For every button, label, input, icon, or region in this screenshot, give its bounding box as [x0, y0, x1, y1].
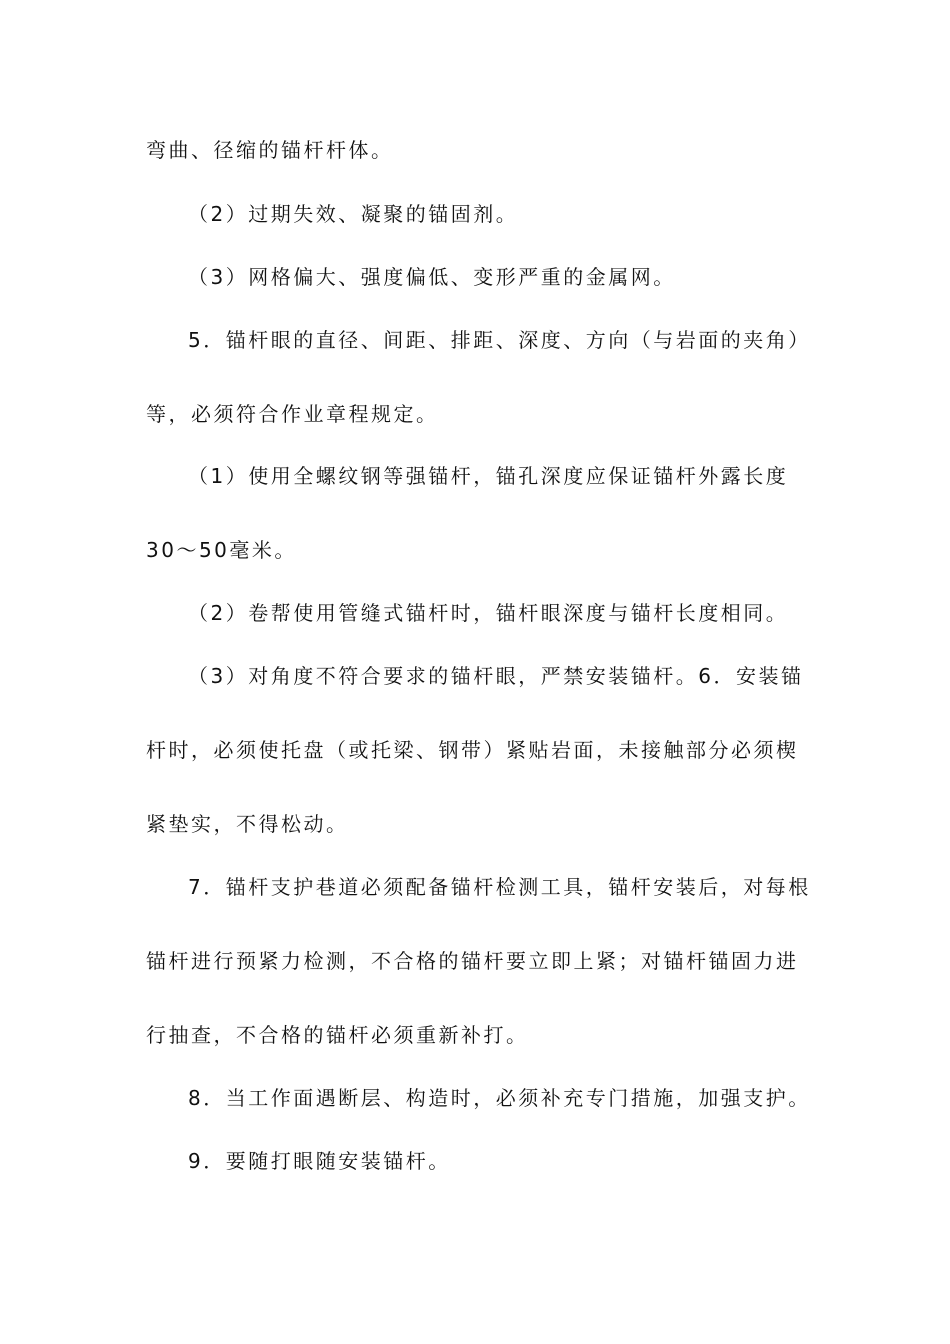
text-line-11: 紧垫实，不得松动。 — [146, 812, 349, 836]
text-line-2: （2）过期失效、凝聚的锚固剂。 — [188, 202, 519, 226]
text-line-9: （3）对角度不符合要求的锚杆眼，严禁安装锚杆。6．安装锚 — [188, 664, 804, 688]
text-line-14: 行抽查，不合格的锚杆必须重新补打。 — [146, 1023, 529, 1047]
text-line-8: （2）卷帮使用管缝式锚杆时，锚杆眼深度与锚杆长度相同。 — [188, 601, 789, 625]
text-line-7: 30～50毫米。 — [146, 538, 297, 562]
text-line-12: 7．锚杆支护巷道必须配备锚杆检测工具，锚杆安装后，对每根 — [188, 875, 811, 899]
text-line-10: 杆时，必须使托盘（或托梁、钢带）紧贴岩面，未接触部分必须楔 — [146, 738, 799, 762]
text-line-1: 弯曲、径缩的锚杆杆体。 — [146, 138, 394, 162]
text-line-15: 8．当工作面遇断层、构造时，必须补充专门措施，加强支护。 — [188, 1086, 811, 1110]
text-line-4: 5．锚杆眼的直径、间距、排距、深度、方向（与岩面的夹角） — [188, 328, 811, 352]
text-line-6: （1）使用全螺纹钢等强锚杆，锚孔深度应保证锚杆外露长度 — [188, 464, 789, 488]
text-line-16: 9．要随打眼随安装锚杆。 — [188, 1149, 451, 1173]
text-line-13: 锚杆进行预紧力检测，不合格的锚杆要立即上紧；对锚杆锚固力进 — [146, 949, 799, 973]
text-line-5: 等，必须符合作业章程规定。 — [146, 402, 439, 426]
text-line-3: （3）网格偏大、强度偏低、变形严重的金属网。 — [188, 265, 676, 289]
